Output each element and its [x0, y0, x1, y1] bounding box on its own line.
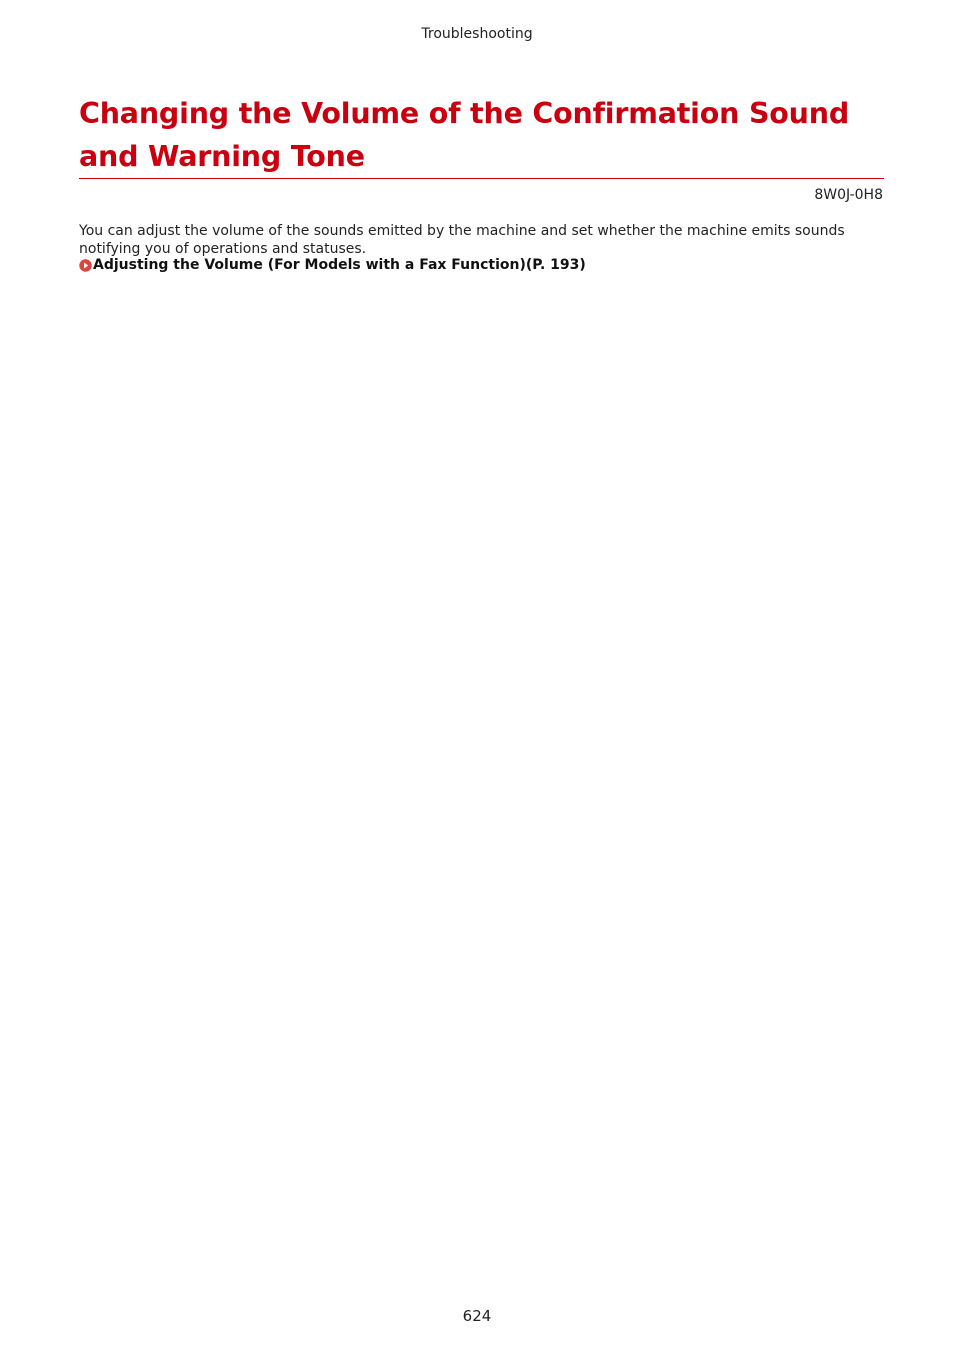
link-label: Adjusting the Volume (For Models with a Fax Function)(P. 193) [93, 257, 586, 273]
document-code: 8W0J-0H8 [814, 187, 883, 203]
page-number: 624 [462, 1307, 492, 1325]
arrow-circle-icon [79, 259, 92, 272]
title-divider [79, 178, 884, 179]
intro-paragraph: You can adjust the volume of the sounds emitted by the machine and set whether the machine emits sounds notifying you of operations and statuses. [79, 223, 845, 257]
running-header: Troubleshooting [421, 26, 533, 42]
adjusting-volume-link[interactable] [79, 257, 586, 273]
page-title: Changing the Volume of the Confirmation Sound and Warning Tone [79, 97, 850, 173]
